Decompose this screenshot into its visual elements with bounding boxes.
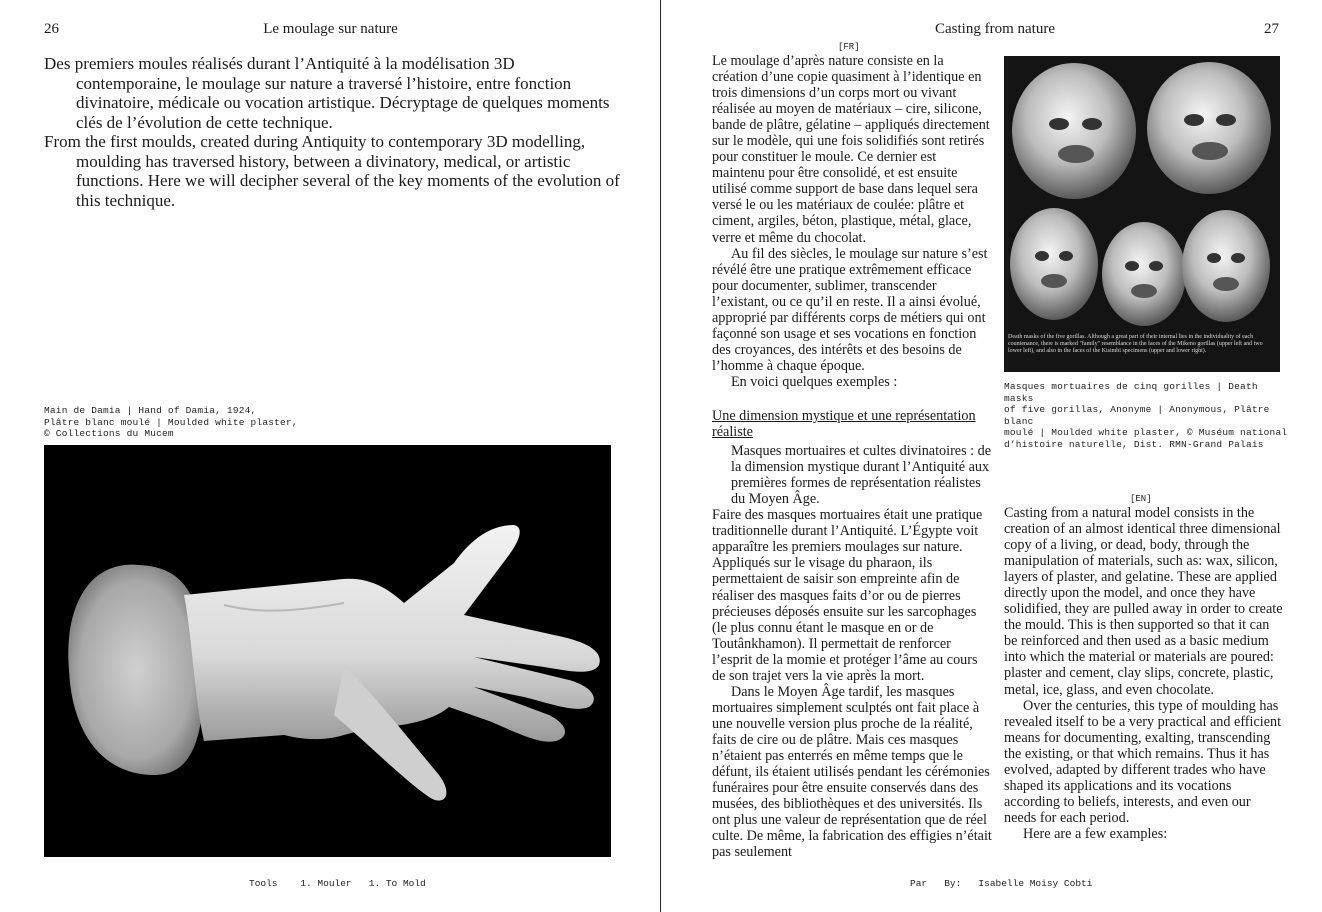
footer-by-label: Par By:: [910, 878, 962, 889]
french-tag: [FR]: [838, 42, 860, 52]
running-head-right: Casting from nature: [935, 21, 1055, 37]
footer-left: [249, 878, 426, 890]
hand-caption: [44, 405, 344, 440]
french-paragraph: En voici quelques exemples :: [731, 373, 898, 390]
page-number-left: 26: [44, 21, 59, 37]
gorilla-caption-line: d’histoire naturelle, Dist. RMN-Grand Palais: [1004, 438, 1264, 450]
plaster-hand-illustration: [44, 445, 611, 857]
french-paragraph: Dans le Moyen Âge tardif, les masques mortuaires simplement sculptés ont fait place à une nouvelle version plus proche de la réalité, faits de cire ou de plâtre. Mais ces masques n’étaient pas enterrés en même temps que le défunt, ils étaient utilisés pendant les cérémonies funéraires pour être ensuite conservés dans des musées, des bibliothèques et des universités. Ils ont plus une valeur de représentation que de réel culte. De même, la fabrication des effigies n’était pas seulement: [712, 683, 992, 861]
intro-block: [44, 54, 624, 210]
footer-right: [910, 878, 1092, 890]
english-paragraph: Over the centuries, this type of moulding has revealed itself to be a very practical and efficient means for documenting, exalting, transcending the existing, or that which remains. Thus it has evolved, adapted by different trades who have shaped its applications and its vocations according to beliefs, interests, and even our needs for each period.: [1004, 697, 1282, 826]
hand-caption-line: Plâtre blanc moulé | Moulded white plaster,: [44, 416, 298, 428]
gorilla-caption-line: Masques mortuaires de cinq gorilles | Death masks: [1004, 381, 1258, 404]
english-tag: [EN]: [1130, 494, 1152, 504]
right-page: [662, 0, 1322, 912]
french-paragraph: Le moulage d’après nature consiste en la création d’une copie quasiment à l’identique en trois dimensions d’un corps mort ou vivant réalisée au moyen de matériaux – cire, silicone, bande de plâtre, gélatine – appliqués directement sur le modèle, qui une fois solidifiés sont retirés pour constituer le moule. Ce dernier est maintenu pour être consolidé, et est ensuite utilisé comme support de base dans lequel sera versé le ou les matériaux de coulée: plâtre et ciment, argiles, béton, plastique, métal, glace, verre et même du chocolat.: [712, 53, 990, 246]
hand-caption-line: © Collections du Mucem: [44, 428, 174, 439]
running-head-left: Le moulage sur nature: [263, 21, 398, 37]
english-paragraph: Here are a few examples:: [1023, 825, 1168, 842]
french-paragraph: Faire des masques mortuaires était une pratique traditionnelle durant l’Antiquité. L’Égypte voit apparaître les premiers moulages sur nature. Appliqués sur le visage du pharaon, ils permettaient de saisir son empreinte afin de réaliser des masques faits d’or ou de pierres précieuses déposés ensuite sur les sarcophages (le plus connu étant le masque en or de Toutânkhamon). Il permettait de renforcer l’esprit de la momie et protéger l’âme au cours de son trajet vers la vie après la mort.: [712, 507, 983, 684]
gorilla-plate-caption: Death masks of the five gorillas. Although a great part of their internal lies in the individuality of each countenance, there is marked "family" resemblance in the faces of the Mikeno gorillas (upper left and two lower left), and also in the faces of the Kisimbi specimens (upper and lower right).: [1008, 334, 1263, 354]
footer-item-fr: 1. Mouler: [300, 878, 352, 889]
english-paragraph: Casting from a natural model consists in the creation of an almost identical three dimensional copy of a living, or dead, body, through the manipulation of materials, such as: wax, silicon, layers of plaster, and gelatine. These are applied directly upon the model, and once they have solidified, they are pulled away in order to create the mould. This is then supported so that it can be reinforced and then used as a basic medium into which the material or materials are poured: plaster and cement, clay slips, concrete, plastic, metal, ice, glass, and even chocolate.: [1004, 505, 1283, 698]
gorilla-masks-photo: [1004, 56, 1280, 372]
hand-cast-photo: [44, 445, 611, 857]
footer-item-en: 1. To Mold: [368, 878, 426, 889]
section-heading: Une dimension mystique et une représentation réaliste: [712, 407, 976, 441]
intro-english: From the first moulds, created during Antiquity to contemporary 3D modelling, moulding has traversed history, between a divinatory, medical, or artistic functions. Here we will decipher several of the key moments of the evolution of this technique.: [44, 132, 620, 210]
intro-french: Des premiers moules réalisés durant l’Antiquité à la modélisation 3D contemporaine, le moulage sur nature a traversé l’histoire, entre fonction divinatoire, médicale ou vocation artistique. Décryptage de quelques moments clés de l’évolution de cette technique.: [44, 54, 610, 132]
footer-section: Tools: [249, 878, 278, 889]
page-number-right: 27: [1264, 21, 1279, 37]
gorilla-caption: [1004, 381, 1289, 450]
gorilla-masks-illustration: [1004, 56, 1280, 372]
footer-author: Isabelle Moisy Cobti: [978, 878, 1093, 889]
gorilla-caption-line: moulé | Moulded white plaster, © Muséum national: [1004, 427, 1288, 438]
french-paragraph: Au fil des siècles, le moulage sur nature s’est révélé être une pratique extrêmement efficace pour documenter, sublimer, transcender l’existant, ou ce qu’il en reste. Il a ainsi évolué, approprié par différents corps de métiers qui ont façonné son usage et ses vocations en fonction des croyances, des intérêts et des besoins de l’homme à chaque époque.: [712, 245, 988, 374]
french-column: [712, 53, 992, 860]
section-subheading: Masques mortuaires et cultes divinatoires : de la dimension mystique durant l’Antiquité aux premières formes de représentation réalistes du Moyen Âge.: [731, 443, 992, 508]
english-column: [1004, 505, 1284, 842]
hand-caption-line: Main de Damia | Hand of Damia, 1924,: [44, 405, 257, 416]
gorilla-caption-line: of five gorillas, Anonyme | Anonymous, Plâtre blanc: [1004, 404, 1270, 427]
